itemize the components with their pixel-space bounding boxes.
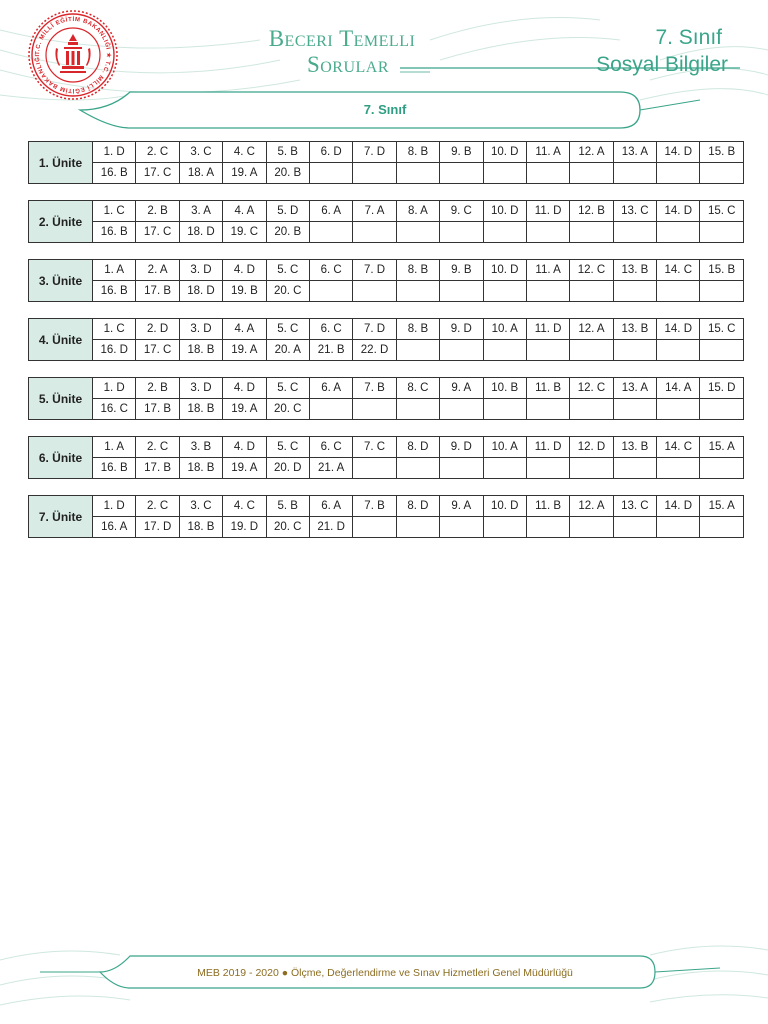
answer-table [28,141,744,184]
answer-cell: 7. D [353,142,396,163]
banner-title: 7. Sınıf [363,101,407,117]
answer-cell [526,222,569,243]
answer-cell: 3. B [179,437,222,458]
answer-cell: 20. B [266,222,309,243]
answer-cell: 20. D [266,458,309,479]
answer-cell: 15. A [700,437,744,458]
answer-cell: 4. D [223,437,266,458]
answer-cell: 17. B [136,399,179,420]
answer-cell: 8. D [396,437,439,458]
answer-cell: 15. B [700,260,744,281]
answer-cell: 4. C [223,496,266,517]
answer-cell: 1. C [93,201,136,222]
answer-cell: 4. D [223,378,266,399]
answer-cell: 8. C [396,378,439,399]
answer-cell: 15. C [700,201,744,222]
answer-cell [483,340,526,361]
table-row [29,201,744,222]
answer-cell: 5. B [266,496,309,517]
answer-cell: 5. C [266,378,309,399]
answer-cell: 10. D [483,496,526,517]
answer-cell: 17. C [136,222,179,243]
answer-cell: 16. B [93,458,136,479]
answer-cell [570,458,613,479]
answer-cell: 20. C [266,517,309,538]
answer-cell: 3. C [179,142,222,163]
answer-cell: 1. A [93,260,136,281]
answer-cell [483,458,526,479]
answer-cell: 15. C [700,319,744,340]
unit-label: 5. Ünite [29,378,93,420]
answer-cell: 7. C [353,437,396,458]
answer-cell: 13. B [613,437,656,458]
answer-cell [613,517,656,538]
answer-cell: 16. B [93,281,136,302]
answer-cell: 11. B [526,496,569,517]
answer-cell [526,458,569,479]
answer-cell: 2. C [136,437,179,458]
answer-cell: 1. D [93,496,136,517]
answer-cell [396,399,439,420]
answer-cell [657,340,700,361]
answer-cell: 13. A [613,142,656,163]
answer-cell: 7. B [353,496,396,517]
answer-cell [570,340,613,361]
answer-cell: 16. B [93,222,136,243]
answer-cell: 3. D [179,378,222,399]
unit-label: 1. Ünite [29,142,93,184]
answer-cell [700,517,744,538]
answer-cell: 8. B [396,260,439,281]
answer-cell: 17. B [136,281,179,302]
answer-cell: 10. D [483,142,526,163]
answer-cell [570,281,613,302]
answer-cell: 14. D [657,142,700,163]
answer-cell [700,399,744,420]
answer-cell: 8. A [396,201,439,222]
section-banner [130,90,640,128]
unit-label: 3. Ünite [29,260,93,302]
table-row [29,437,744,458]
answer-cell: 9. A [440,496,483,517]
answer-cell [700,340,744,361]
answer-cell: 15. B [700,142,744,163]
answer-cell: 18. A [179,163,222,184]
answer-cell: 16. B [93,163,136,184]
answer-cell: 11. A [526,142,569,163]
answer-cell [526,340,569,361]
answer-cell: 20. C [266,281,309,302]
svg-text:T.C. MİLLÎ EĞİTİM BAKANLIĞI ★: T.C. MİLLÎ EĞİTİM BAKANLIĞI ★ T.C. MİLLÎ EĞİTİM BAKANLIĞI [34,16,112,94]
answer-cell [440,517,483,538]
answer-cell [570,163,613,184]
answer-cell [353,222,396,243]
table-row [29,496,744,517]
answer-cell: 14. C [657,437,700,458]
answer-cell: 14. A [657,378,700,399]
answer-cell: 18. B [179,458,222,479]
answer-cell: 4. A [223,319,266,340]
answer-cell: 9. C [440,201,483,222]
answer-cell: 17. C [136,340,179,361]
footer-text: MEB 2019 - 2020 ● Ölçme, Değerlendirme ve Sınav Hizmetleri Genel Müdürlüğü [197,967,573,979]
answer-cell: 9. D [440,437,483,458]
answer-table [28,200,744,243]
answer-table [28,318,744,361]
table-row [29,340,744,361]
answer-cell: 10. A [483,319,526,340]
answer-cell: 6. A [309,496,352,517]
answer-cell: 5. C [266,319,309,340]
answer-cell: 17. D [136,517,179,538]
answer-cell: 2. B [136,378,179,399]
answer-cell: 12. C [570,378,613,399]
answer-cell [700,458,744,479]
answer-cell [440,399,483,420]
unit-label: 4. Ünite [29,319,93,361]
answer-cell [657,222,700,243]
answer-cell: 19. A [223,340,266,361]
header-right [596,24,728,78]
answer-cell: 12. A [570,319,613,340]
answer-cell: 8. D [396,496,439,517]
answer-cell: 15. A [700,496,744,517]
answer-cell [396,458,439,479]
unit-label: 7. Ünite [29,496,93,538]
brand-line-2: Sorular [306,52,390,77]
answer-cell: 3. D [179,319,222,340]
answer-cell [657,458,700,479]
answer-cell [396,222,439,243]
answer-cell: 3. C [179,496,222,517]
answer-cell: 5. C [266,260,309,281]
table-row [29,281,744,302]
answer-cell [613,399,656,420]
answer-cell: 19. C [223,222,266,243]
answer-cell: 11. D [526,201,569,222]
answer-table [28,436,744,479]
answer-cell [613,458,656,479]
answer-cell [440,281,483,302]
answer-table [28,259,744,302]
answer-cell: 14. D [657,496,700,517]
table-row [29,222,744,243]
subject-heading: Sosyal Bilgiler [596,53,728,76]
answer-cell: 1. D [93,142,136,163]
answer-cell [483,517,526,538]
table-row [29,163,744,184]
answer-cell: 20. A [266,340,309,361]
answer-cell: 6. C [309,319,352,340]
answer-cell: 12. D [570,437,613,458]
answer-cell: 15. D [700,378,744,399]
brand-title [262,26,422,78]
answer-cell [483,222,526,243]
answer-cell: 4. C [223,142,266,163]
answer-cell: 10. A [483,437,526,458]
answer-cell: 1. C [93,319,136,340]
answer-cell: 19. A [223,458,266,479]
answer-cell [353,458,396,479]
answer-cell [440,340,483,361]
answer-cell: 6. C [309,437,352,458]
answer-cell: 18. B [179,517,222,538]
answer-cell: 2. D [136,319,179,340]
answer-cell: 11. B [526,378,569,399]
answer-cell: 13. A [613,378,656,399]
answer-cell [309,399,352,420]
answer-cell: 2. B [136,201,179,222]
answer-cell: 5. C [266,437,309,458]
answer-cell [309,281,352,302]
answer-cell: 19. D [223,517,266,538]
answer-cell [483,281,526,302]
answer-cell: 12. A [570,496,613,517]
answer-cell: 17. C [136,163,179,184]
answer-cell: 13. B [613,319,656,340]
answer-cell: 19. A [223,399,266,420]
answer-cell: 11. D [526,437,569,458]
unit-label: 2. Ünite [29,201,93,243]
answer-cell: 21. D [309,517,352,538]
answer-cell [526,517,569,538]
answer-cell: 1. A [93,437,136,458]
answer-cell: 18. D [179,222,222,243]
answer-cell: 18. B [179,399,222,420]
answer-cell: 11. D [526,319,569,340]
answer-cell [309,163,352,184]
answer-cell [570,222,613,243]
answer-cell: 6. A [309,378,352,399]
answer-cell: 3. A [179,201,222,222]
answer-cell [613,222,656,243]
answer-table [28,495,744,538]
table-row [29,378,744,399]
answer-cell [396,163,439,184]
answer-cell: 8. B [396,142,439,163]
answer-cell: 4. D [223,260,266,281]
answer-cell: 11. A [526,260,569,281]
answer-cell [309,222,352,243]
answer-cell [483,163,526,184]
answer-key-tables [28,141,744,554]
table-row [29,458,744,479]
answer-cell [613,281,656,302]
answer-cell: 7. A [353,201,396,222]
answer-cell: 6. C [309,260,352,281]
answer-cell: 13. C [613,201,656,222]
answer-cell [613,340,656,361]
answer-cell: 19. B [223,281,266,302]
answer-cell: 14. D [657,201,700,222]
ministry-seal-logo [26,8,120,102]
table-row [29,319,744,340]
answer-cell: 12. B [570,201,613,222]
answer-cell [570,399,613,420]
answer-cell: 16. A [93,517,136,538]
answer-cell: 1. D [93,378,136,399]
answer-cell [396,281,439,302]
answer-cell: 10. B [483,378,526,399]
answer-cell [353,281,396,302]
answer-cell: 19. A [223,163,266,184]
answer-cell [353,163,396,184]
answer-cell: 5. D [266,201,309,222]
table-row [29,142,744,163]
answer-cell: 10. D [483,201,526,222]
answer-cell: 20. C [266,399,309,420]
answer-cell: 4. A [223,201,266,222]
answer-cell [353,399,396,420]
answer-cell: 7. D [353,319,396,340]
answer-cell [657,281,700,302]
answer-cell [700,163,744,184]
footer [120,958,650,988]
answer-cell [396,340,439,361]
answer-cell: 14. C [657,260,700,281]
answer-cell [440,222,483,243]
answer-cell [657,517,700,538]
answer-cell: 18. D [179,281,222,302]
answer-cell: 14. D [657,319,700,340]
answer-cell: 9. B [440,260,483,281]
answer-cell: 21. A [309,458,352,479]
answer-cell: 12. C [570,260,613,281]
answer-cell: 6. D [309,142,352,163]
answer-cell [700,281,744,302]
answer-cell: 2. A [136,260,179,281]
table-row [29,517,744,538]
table-row [29,399,744,420]
answer-cell [353,517,396,538]
answer-cell: 7. D [353,260,396,281]
answer-cell [526,399,569,420]
grade-heading: 7. Sınıf [655,26,722,49]
table-row [29,260,744,281]
unit-label: 6. Ünite [29,437,93,479]
answer-cell [613,163,656,184]
answer-cell: 9. B [440,142,483,163]
answer-cell [526,281,569,302]
brand-line-1: Beceri Temelli [268,26,416,51]
answer-cell [483,399,526,420]
answer-cell: 12. A [570,142,613,163]
answer-cell: 2. C [136,142,179,163]
answer-cell: 20. B [266,163,309,184]
answer-cell: 10. D [483,260,526,281]
answer-cell: 6. A [309,201,352,222]
answer-cell [396,517,439,538]
answer-cell: 3. D [179,260,222,281]
answer-cell: 8. B [396,319,439,340]
answer-cell: 13. C [613,496,656,517]
answer-cell: 18. B [179,340,222,361]
answer-cell: 16. D [93,340,136,361]
answer-cell [440,458,483,479]
answer-cell: 22. D [353,340,396,361]
answer-cell [570,517,613,538]
answer-cell: 5. B [266,142,309,163]
answer-cell [657,399,700,420]
answer-table [28,377,744,420]
answer-cell: 2. C [136,496,179,517]
answer-cell [700,222,744,243]
answer-cell: 9. A [440,378,483,399]
answer-cell: 9. D [440,319,483,340]
answer-cell: 16. C [93,399,136,420]
answer-cell [526,163,569,184]
answer-cell: 7. B [353,378,396,399]
answer-cell: 13. B [613,260,656,281]
answer-cell [657,163,700,184]
answer-cell: 17. B [136,458,179,479]
answer-cell: 21. B [309,340,352,361]
answer-cell [440,163,483,184]
